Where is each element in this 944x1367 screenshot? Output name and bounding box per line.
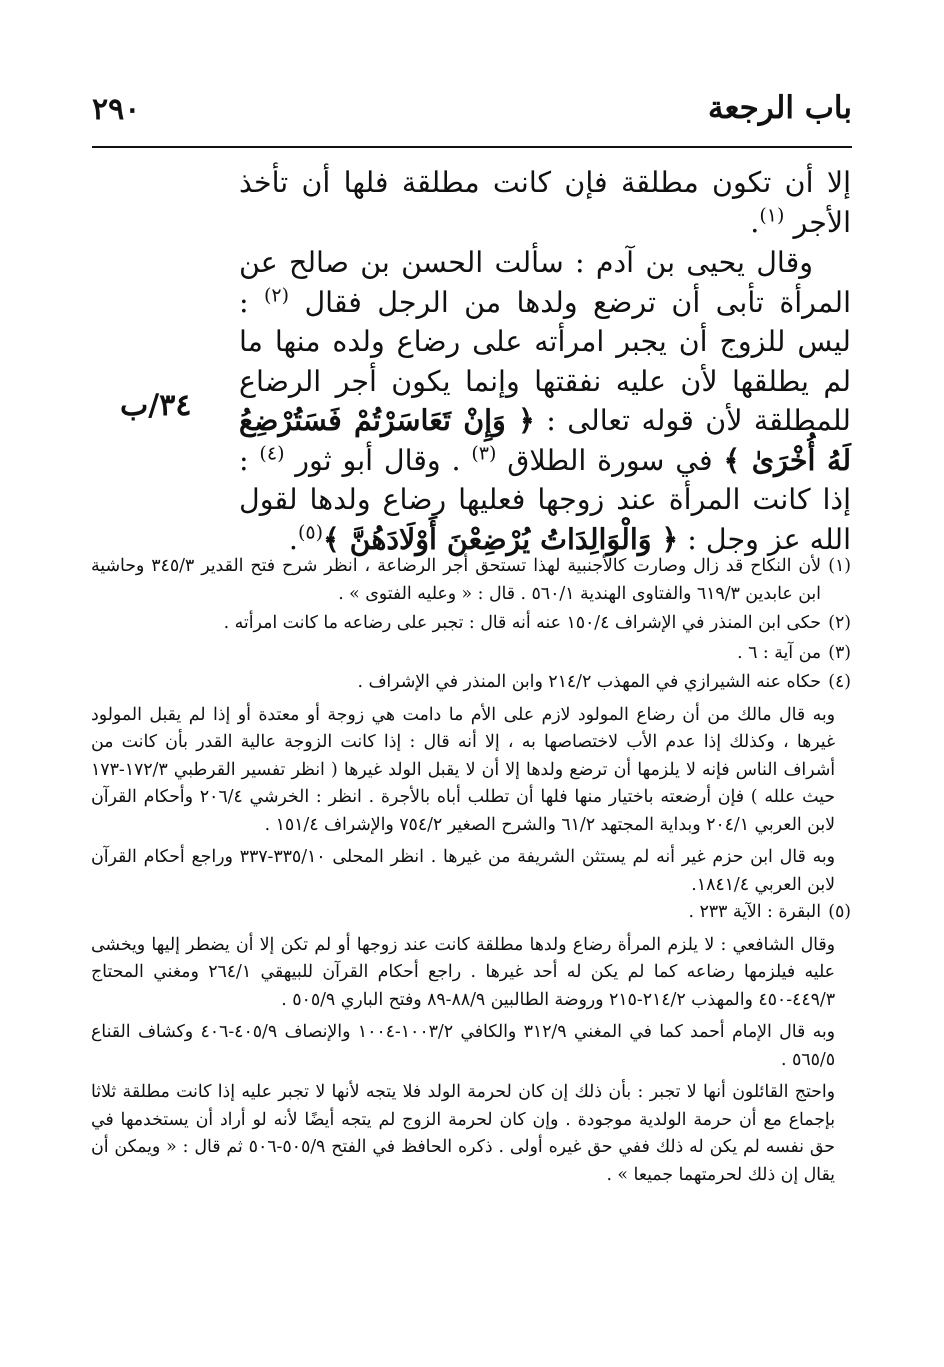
main-text: في سورة الطلاق — [507, 443, 724, 477]
footnote-number: (٥) — [828, 902, 851, 922]
footnote-5-paragraph: واحتج القائلون أنها لا تجبر : بأن ذلك إن كان لحرمة الولد فلا يتجه لأنها لا تجبر عليه إذا كانت مطلقة ثلاثا بإجماع مع أن حرمة الولدية موجودة . وإن كان لحرمة الزوج لم يتجه أيضًا لأنه لو أراد أن يستخدمها في حق نفسه لم يكن له ذلك ففي حق غيره أولى . ذكره الحافظ في الفتح ٥٠٥/٩-٥٠٦ ثم قال : « ويمكن أن يقال إن ذلك لحرمتهما جميعا » . — [91, 1082, 835, 1185]
footnote-2 — [91, 610, 851, 638]
footnote-5-paragraph: وقال الشافعي : لا يلزم المرأة رضاع ولدها مطلقة كانت عند زوجها أو لم تكن إلا أن يضطر إليها ويخشى عليه فيلزمها رضاعه كما لم يكن له أحد غيرها . راجع أحكام القرآن للبيهقي ٢٦٤/١ ومغني المحتاج ٤٤٩/٣-٤٥٠ والمهذب ٢١٤/٢-٢١٥ وروضة الطالبين ٨٨/٩-٨٩ وفتح الباري ٥٠٥/٩ . — [91, 934, 835, 1010]
footnote-text: البقرة : الآية ٢٣٣ . — [688, 902, 821, 922]
footnote-1 — [91, 553, 851, 608]
footnote-number: (٤) — [828, 672, 851, 692]
quran-quote: ﴿ وَإِنْ تَعَاسَرْتُمْ فَسَتُرْضِعُ لَهُ أُخْرَىٰ ﴾ — [239, 403, 852, 477]
footnote-number: (٣) — [828, 642, 851, 663]
main-text: . وقال أبو ثور — [295, 443, 472, 477]
footnote-text: لأن النكاح قد زال وصارت كالأجنبية لهذا تستحق أجر الرضاعة ، انظر شرح فتح القدير ٣٤٥/٣ وحاشية ابن عابدين ٦١٩/٣ والفتاوى الهندية ٥٦٠/١ . قال : « وعليه الفتوى » . — [91, 556, 821, 604]
main-text: : إذا كانت المرأة عند زوجها فعليها رضاع ولدها لقول الله عز وجل : — [239, 443, 851, 556]
footnote-text: حكى ابن المنذر في الإشراف ١٥٠/٤ عنه أنه قال : تجبر على رضاعه ما كانت امرأته . — [223, 613, 821, 633]
footnote-ref-3: (٣) — [471, 442, 497, 464]
manuscript-folio-note: ٣٤/ب — [120, 388, 192, 423]
footnote-ref-1: (١) — [759, 204, 785, 226]
footnote-5-paragraph: وبه قال الإمام أحمد كما في المغني ٣١٢/٩ والكافي ١٠٠٣/٢-١٠٠٤ والإنصاف ٤٠٥/٩-٤٠٦ وكشاف القناع ٥٦٥/٥ . — [91, 1022, 836, 1070]
footnote-number: (٢) — [828, 613, 851, 633]
running-title: باب الرجعة — [708, 90, 852, 126]
footnote-ref-4: (٤) — [259, 442, 285, 464]
footnote-4-paragraph: وبه قال مالك من أن رضاع المولود لازم على الأم ما دامت هي زوجة أو معتدة أو إذا لم يقبل المولود غيرها ، وكذلك إذا عدم الأب لاختصاصها به ، إلا أنه قال : إذا كانت الزوجة عالية القدر بأن كانت من أشراف الناس فإنه لا يلزمها أن ترضع ولدها إلا أن لا يقبل الولد غيرها ( انظر تفسير القرطبي ١٧٢/٣-١٧٣ حيث علله ) فإن أرضعته باختيار منها فلها أن تطلب أباه بالأجرة . انظر : الخرشي ٢٠٦/٤ وأحكام القرآن لابن العربي ٢٠٤/١ وبداية المجتهد ٦١/٢ والشرح الصغير ٧٥٤/٢ والإشراف ١٥١/٤ . — [91, 704, 835, 835]
main-paragraph-1 — [239, 163, 851, 242]
footnote-4 — [91, 669, 851, 697]
page-number: ٢٩٠ — [92, 92, 141, 127]
main-text: : ليس للزوج أن يجبر امرأته على رضاع ولده منها ما لم يطلقها لأن عليه نفقتها وإنما يكون أجر الرضاع للمطلقة لأن قوله تعالى : — [239, 285, 851, 437]
footnote-number: (١) — [828, 556, 851, 576]
footnote-4-paragraph: وبه قال ابن حزم غير أنه لم يستثن الشريفة من غيرها . انظر المحلى ٣٣٥/١٠-٣٣٧ وراجع أحكام القرآن لابن العربي ١٨٤١/٤. — [91, 847, 835, 895]
punctuation: . — [750, 205, 760, 239]
footnote-ref-2: (٢) — [263, 284, 290, 306]
header-rule — [92, 146, 852, 148]
main-paragraph-2 — [239, 243, 851, 559]
footnote-3 — [91, 640, 851, 668]
footnote-ref-5: (٥) — [297, 521, 323, 543]
page-header — [92, 90, 852, 136]
footnote-text: حكاه عنه الشيرازي في المهذب ٢١٤/٢ وابن المنذر في الإشراف . — [357, 672, 821, 692]
quran-quote: ﴿ وَالْوَالِدَاتُ يُرْضِعْنَ أَوْلَادَهُنَّ ﴾ — [323, 521, 679, 556]
punctuation: . — [288, 522, 298, 556]
footnote-text: من آية : ٦ . — [737, 642, 821, 663]
footnotes — [91, 553, 851, 1189]
main-text: إلا أن تكون مطلقة فإن كانت مطلقة فلها أن تأخذ الأجر — [239, 166, 851, 239]
main-text: وقال يحيى بن آدم : سألت الحسن بن صالح عن المرأة تأبى أن ترضع ولدها من الرجل فقال — [239, 246, 851, 319]
footnote-5 — [91, 899, 851, 927]
